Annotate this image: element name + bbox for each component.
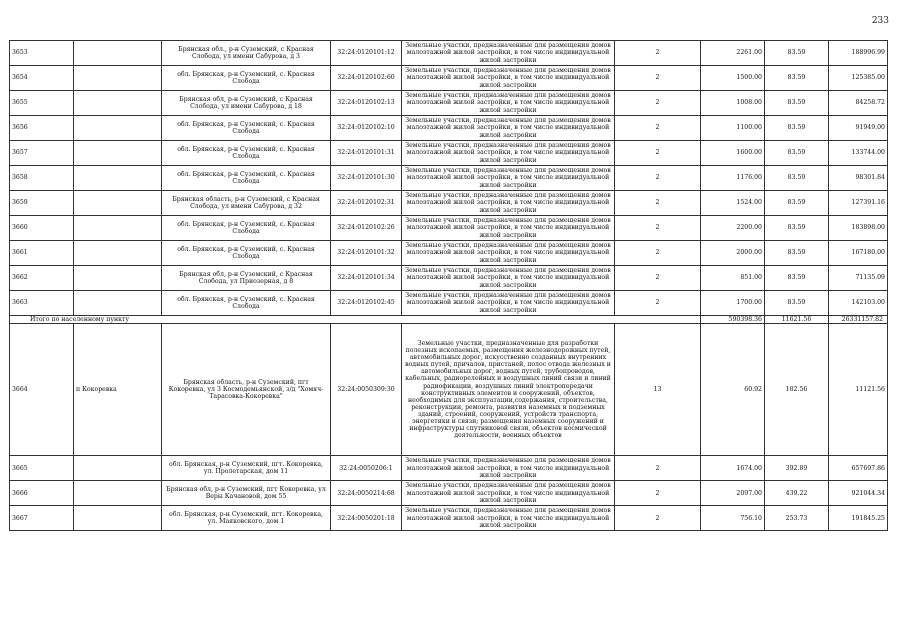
area-cell: 1524.00 [701,191,765,216]
area-cell: 1674.00 [701,456,765,481]
category-code-cell: 2 [615,141,701,166]
land-use-cell: Земельные участки, предназначенные для размещения домов малоэтажной жилой застройки, в том числе индивидуальной жилой застройки [402,241,615,266]
land-use-cell: Земельные участки, предназначенные для размещения домов малоэтажной жилой застройки, в том числе индивидуальной жилой застройки [402,506,615,531]
settlement-empty-cell [74,506,162,531]
address-cell: Брянская обл, р-н Суземский, с Красная Слобода, ул Приозерная, д 8 [162,266,331,291]
category-code-cell: 2 [615,456,701,481]
row-number: 3666 [10,481,74,506]
row-number: 3653 [10,41,74,66]
land-registry-table [9,40,888,531]
cadastral-value-cell: 11121.56 [829,324,888,456]
total-rate: 11621.56 [765,316,829,324]
settlement-empty-cell [74,216,162,241]
total-area: 590398.36 [701,316,765,324]
land-use-cell: Земельные участки, предназначенные для размещения домов малоэтажной жилой застройки, в том числе индивидуальной жилой застройки [402,266,615,291]
table-row [10,116,888,141]
land-use-cell: Земельные участки, предназначенные для размещения домов малоэтажной жилой застройки, в том числе индивидуальной жилой застройки [402,141,615,166]
rate-cell: 439.22 [765,481,829,506]
row-number: 3659 [10,191,74,216]
rate-cell: 392.89 [765,456,829,481]
row-number: 3660 [10,216,74,241]
category-code-cell: 2 [615,216,701,241]
row-number: 3657 [10,141,74,166]
cadastral-value-cell: 127391.16 [829,191,888,216]
table-row [10,66,888,91]
cadastral-number-cell: 32:24:0050201:18 [331,506,402,531]
rate-cell: 83.59 [765,266,829,291]
cadastral-value-cell: 142103.00 [829,291,888,316]
land-use-cell: Земельные участки, предназначенные для размещения домов малоэтажной жилой застройки, в том числе индивидуальной жилой застройки [402,216,615,241]
rate-cell: 83.59 [765,141,829,166]
address-cell: обл. Брянская, р-н Суземский, с. Красная Слобода [162,241,331,266]
rate-cell: 83.59 [765,66,829,91]
cadastral-value-cell: 84258.72 [829,91,888,116]
address-cell: Брянская обл, р-н Суземский, пгт Кокоревка, ул Веры Качановой, дом 55 [162,481,331,506]
land-use-cell: Земельные участки, предназначенные для размещения домов малоэтажной жилой застройки, в том числе индивидуальной жилой застройки [402,481,615,506]
total-value: 26331157.82 [829,316,888,324]
area-cell: 1700.00 [701,291,765,316]
table-row [10,481,888,506]
settlement-empty-cell [74,116,162,141]
settlement-empty-cell [74,91,162,116]
cadastral-value-cell: 98301.84 [829,166,888,191]
area-cell: 2261.00 [701,41,765,66]
rate-cell: 83.59 [765,191,829,216]
table-row [10,166,888,191]
settlement-empty-cell [74,166,162,191]
area-cell: 2200.00 [701,216,765,241]
area-cell: 60.92 [701,324,765,456]
area-cell: 1176.00 [701,166,765,191]
table-body-section-c [10,456,888,531]
table-row [10,216,888,241]
address-cell: обл. Брянская, р-н Суземский, с. Красная Слобода [162,116,331,141]
land-use-cell: Земельные участки, предназначенные для размещения домов малоэтажной жилой застройки, в том числе индивидуальной жилой застройки [402,166,615,191]
row-number: 3661 [10,241,74,266]
settlement-empty-cell [74,191,162,216]
table-row [10,506,888,531]
cadastral-value-cell: 191845.25 [829,506,888,531]
cadastral-value-cell: 183898.00 [829,216,888,241]
table-row [10,141,888,166]
row-number: 3664 [10,324,74,456]
table-row [10,191,888,216]
cadastral-number-cell: 32:24:0050214:68 [331,481,402,506]
category-code-cell: 2 [615,91,701,116]
address-cell: Брянская область, р-н Суземский, с Красная Слобода, ул имени Сабурова, д 32 [162,191,331,216]
rate-cell: 83.59 [765,91,829,116]
area-cell: 2000.00 [701,241,765,266]
rate-cell: 83.59 [765,216,829,241]
settlement-empty-cell [74,66,162,91]
table-body-section-a [10,41,888,316]
area-cell: 1008.00 [701,91,765,116]
cadastral-value-cell: 167180.00 [829,241,888,266]
settlement-empty-cell [74,456,162,481]
row-number: 3656 [10,116,74,141]
rate-cell: 182.56 [765,324,829,456]
settlement-empty-cell [74,481,162,506]
settlement-empty-cell [74,141,162,166]
cadastral-number-cell: 32:24:0120102:26 [331,216,402,241]
cadastral-number-cell: 32:24:0120102:10 [331,116,402,141]
land-use-cell: Земельные участки, предназначенные для размещения домов малоэтажной жилой застройки, в том числе индивидуальной жилой застройки [402,291,615,316]
cadastral-number-cell: 32:24:0120101:30 [331,166,402,191]
category-code-cell: 2 [615,481,701,506]
settlement-empty-cell [74,41,162,66]
land-use-cell: Земельные участки, предназначенные для размещения домов малоэтажной жилой застройки, в том числе индивидуальной жилой застройки [402,456,615,481]
cadastral-value-cell: 125385.00 [829,66,888,91]
cadastral-number-cell: 32:24:0050206:1 [331,456,402,481]
category-code-cell: 2 [615,266,701,291]
cadastral-number-cell: 32:24:0120101:34 [331,266,402,291]
table-row [10,241,888,266]
area-cell: 2097.00 [701,481,765,506]
category-code-cell: 2 [615,116,701,141]
total-label: Итого по населенному пункту [10,316,701,324]
row-number: 3663 [10,291,74,316]
address-cell: обл. Брянская, р-н Суземский, пгт. Кокоревка, ул. Пролетарская, дом 11 [162,456,331,481]
page-number: 233 [871,16,889,26]
row-number: 3667 [10,506,74,531]
rate-cell: 83.59 [765,166,829,191]
rate-cell: 83.59 [765,116,829,141]
category-code-cell: 2 [615,191,701,216]
settlement-empty-cell [74,266,162,291]
category-code-cell: 2 [615,506,701,531]
address-cell: обл. Брянская, р-н Суземский, с. Красная Слобода [162,216,331,241]
address-cell: обл. Брянская, р-н Суземский, пгт. Кокоревка, ул. Маяковского, дом 1 [162,506,331,531]
rate-cell: 83.59 [765,241,829,266]
category-code-cell: 2 [615,66,701,91]
cadastral-number-cell: 32:24:0120102:45 [331,291,402,316]
rate-cell: 83.59 [765,41,829,66]
category-code-cell: 13 [615,324,701,456]
row-number: 3654 [10,66,74,91]
table-row [10,266,888,291]
cadastral-value-cell: 133744.00 [829,141,888,166]
land-use-cell: Земельные участки, предназначенные для размещения домов малоэтажной жилой застройки, в том числе индивидуальной жилой застройки [402,91,615,116]
cadastral-number-cell: 32:24:0120101:12 [331,41,402,66]
table-body-section-b [10,324,888,456]
area-cell: 756.10 [701,506,765,531]
area-cell: 851.00 [701,266,765,291]
settlement-label: п Кокоревка [74,324,162,456]
cadastral-number-cell: 32:24:0120101:32 [331,241,402,266]
settlement-empty-cell [74,291,162,316]
cadastral-value-cell: 91949.00 [829,116,888,141]
row-number: 3658 [10,166,74,191]
category-code-cell: 2 [615,166,701,191]
address-cell: обл. Брянская, р-н Суземский, с. Красная Слобода [162,166,331,191]
cadastral-number-cell: 32:24:0120101:31 [331,141,402,166]
cadastral-value-cell: 657697.86 [829,456,888,481]
cadastral-number-cell: 32:24:0120102:31 [331,191,402,216]
table-row [10,291,888,316]
address-cell: обл. Брянская, р-н Суземский, с. Красная Слобода [162,141,331,166]
table-row [10,456,888,481]
category-code-cell: 2 [615,41,701,66]
table-body-total [10,316,888,324]
area-cell: 1600.00 [701,141,765,166]
row-number: 3655 [10,91,74,116]
address-cell: обл. Брянская, р-н Суземский, с. Красная Слобода [162,66,331,91]
category-code-cell: 2 [615,291,701,316]
cadastral-value-cell: 921044.34 [829,481,888,506]
table-row [10,91,888,116]
land-use-cell: Земельные участки, предназначенные для размещения домов малоэтажной жилой застройки, в том числе индивидуальной жилой застройки [402,41,615,66]
cadastral-number-cell: 32:24:0120102:13 [331,91,402,116]
address-cell: обл. Брянская, р-н Суземский, с. Красная Слобода [162,291,331,316]
land-use-cell: Земельные участки, предназначенные для размещения домов малоэтажной жилой застройки, в том числе индивидуальной жилой застройки [402,66,615,91]
cadastral-number-cell: 32:24:0120102:60 [331,66,402,91]
settlement-total-row [10,316,888,324]
address-cell: Брянская область, р-н Суземский, пгт Кокоревка, ул 3 Космодемьянской, з/д "Хомяч-Тарасовка-Кокоревка" [162,324,331,456]
area-cell: 1500.00 [701,66,765,91]
rate-cell: 83.59 [765,291,829,316]
address-cell: Брянская обл., р-н Суземский, с Красная Слобода, ул имени Сабурова, д 3 [162,41,331,66]
cadastral-number-cell: 32:24:0050309:30 [331,324,402,456]
rate-cell: 253.73 [765,506,829,531]
row-number: 3662 [10,266,74,291]
land-use-cell: Земельные участки, предназначенные для разработки полезных ископаемых, размещения железнодорожных путей, автомобильных дорог, искусственно созданных внутренних водных путей, причалов, пристаней, полос отвода железных и автомобильных дорог, водных путей, трубопроводов, кабельных, радиорелейных и воздушных линий связи и линий радиофикации, воздушных линий электропередачи конструктивных элементов и сооружений, объектов, необходимых для эксплуатации,содержания, строительства, реконструкции, ремонта, развития наземных и подземных зданий, строений, сооружений, устройств транспорта, энергетики и связи; размещения наземных сооружений и инфраструктуры спутниковой связи, объектов космической деятельности, военных объектов [402,324,615,456]
category-code-cell: 2 [615,241,701,266]
area-cell: 1100.00 [701,116,765,141]
table-row [10,324,888,456]
cadastral-value-cell: 71135.09 [829,266,888,291]
settlement-empty-cell [74,241,162,266]
address-cell: Брянская обл, р-н Суземский, с Красная Слобода, ул имени Сабурова, д 18 [162,91,331,116]
land-use-cell: Земельные участки, предназначенные для размещения домов малоэтажной жилой застройки, в том числе индивидуальной жилой застройки [402,191,615,216]
land-use-cell: Земельные участки, предназначенные для размещения домов малоэтажной жилой застройки, в том числе индивидуальной жилой застройки [402,116,615,141]
row-number: 3665 [10,456,74,481]
table-row [10,41,888,66]
cadastral-value-cell: 188996.99 [829,41,888,66]
